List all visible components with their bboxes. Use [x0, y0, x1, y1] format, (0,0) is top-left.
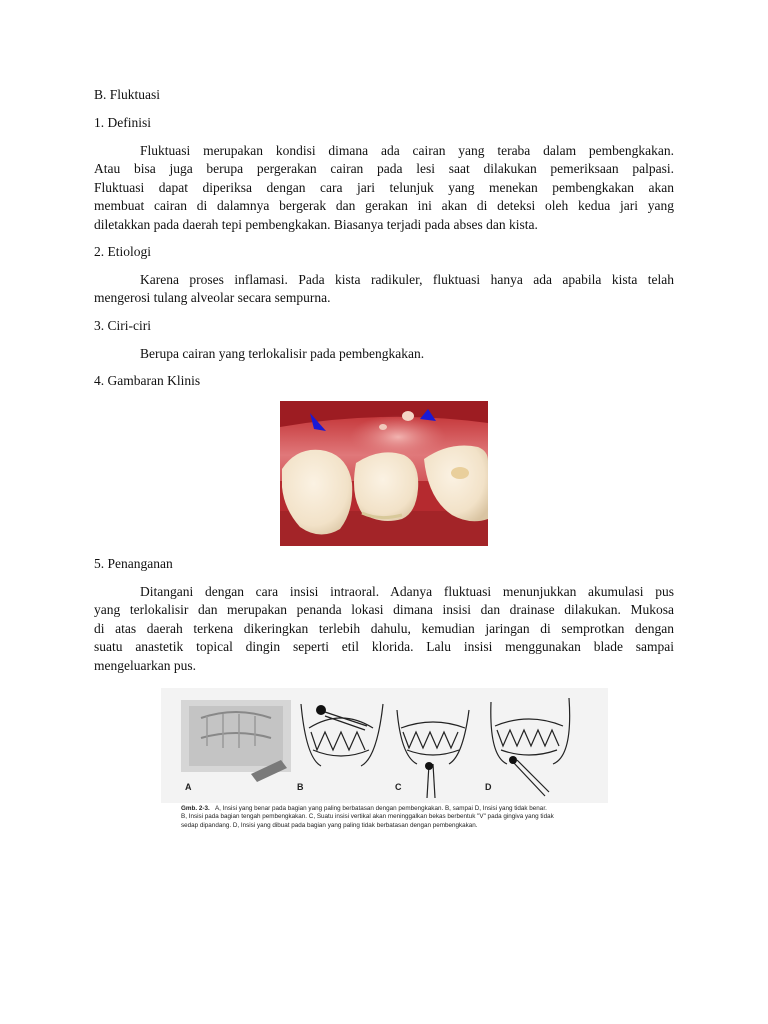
- text-line: di atas daerah terkena dikeringkan terlebih dahulu, kemudian jaringan di semprotkan dengan: [94, 620, 674, 636]
- text-line: Fluktuasi dapat diperiksa dengan cara jari telunjuk yang menekan pembengkakan akan: [94, 179, 674, 195]
- caption-line: B, Insisi pada bagian tengah pembengkakan. C, Suatu insisi vertikal akan meninggalkan bekas berbentuk "V" pada gingiva yang tidak: [181, 813, 554, 821]
- panel-a-drawing: [181, 700, 291, 782]
- panel-label-a: A: [185, 782, 192, 792]
- document-body-2: [94, 555, 674, 675]
- section-title: B. Fluktuasi: [94, 87, 161, 102]
- document-body: [94, 86, 674, 390]
- text-line: Fluktuasi merupakan kondisi dimana ada cairan yang teraba dalam pembengkakan.: [140, 143, 674, 158]
- heading-etiologi: 2. Etiologi: [94, 244, 151, 260]
- text-line: mengeluarkan pus.: [94, 657, 196, 673]
- text-line: membuat cairan di dalamnya bergerak dan gerakan ini akan di deteksi oleh kedua jari yang: [94, 198, 674, 214]
- text-line: yang terlokalisir dan merupakan penanda lokasi dimana insisi dan drainase dilakukan. Mukosa: [94, 602, 674, 618]
- text-line: Atau bisa juga berupa pergerakan cairan pada lesi saat dilakukan pemeriksaan palpasi.: [94, 161, 674, 177]
- paragraph-etiologi: [94, 271, 674, 308]
- caption-line: sedap dipandang. D, Insisi yang dibuat pada bagian yang paling tidak berbatasan dengan pembengkakan.: [181, 821, 478, 829]
- clinical-photo-illustration: [280, 401, 488, 546]
- incision-figure: [161, 688, 608, 851]
- paragraph-definisi: [94, 142, 674, 234]
- text-line: mengerosi tulang alveolar secara sempurna.: [94, 290, 331, 306]
- heading-ciri: 3. Ciri-ciri: [94, 317, 151, 333]
- caption-line: A, Insisi yang benar pada bagian yang paling berbatasan dengan pembengkakan. B, sampai D, Insisi yang tidak benar.: [214, 805, 547, 812]
- text-line: diletakkan pada daerah tepi pembengkakan. Biasanya terjadi pada abses dan kista.: [94, 216, 538, 232]
- paragraph-penanganan: [94, 583, 674, 675]
- heading-definisi: 1. Definisi: [94, 115, 151, 130]
- clinical-photo: [280, 401, 488, 546]
- panel-label-c: C: [395, 782, 402, 792]
- incision-diagram: [161, 688, 608, 803]
- panel-label-d: D: [485, 782, 492, 792]
- text-line: Ditangani dengan cara insisi intraoral. Adanya fluktuasi menunjukkan akumulasi pus: [140, 584, 674, 599]
- figure-caption: [181, 805, 601, 830]
- text-line: Karena proses inflamasi. Pada kista radikuler, fluktuasi hanya ada apabila kista telah: [140, 272, 674, 288]
- caption-label: Gmb. 2-3.: [181, 805, 210, 812]
- heading-gambaran-klinis: 4. Gambaran Klinis: [94, 373, 201, 389]
- panel-label-b: B: [297, 782, 304, 792]
- heading-penanganan: 5. Penanganan: [94, 556, 173, 571]
- paragraph-ciri: Berupa cairan yang terlokalisir pada pembengkakan.: [140, 345, 425, 361]
- text-line: suatu anastetik topical dingin seperti etil klorida. Lalu insisi menggunakan blade sampai: [94, 639, 674, 655]
